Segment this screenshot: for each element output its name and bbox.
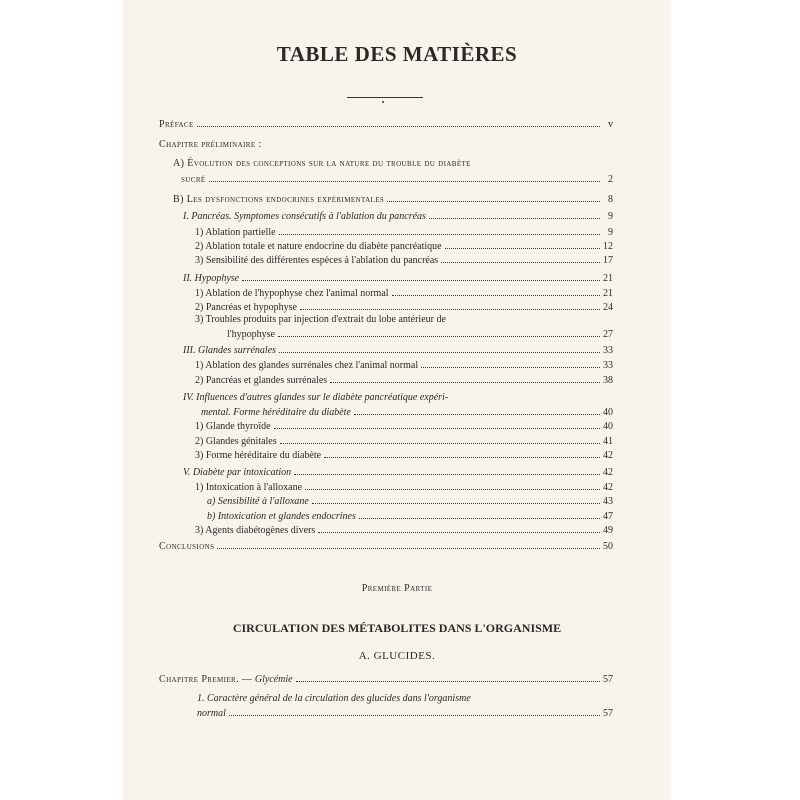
page-number: 33 [603, 360, 613, 371]
dot-leader [330, 374, 600, 383]
dot-leader [324, 449, 600, 458]
toc-entry-text: sucré [181, 174, 206, 185]
page-number: 12 [603, 241, 613, 252]
page-number: 41 [603, 436, 613, 447]
page-number: 8 [608, 194, 613, 205]
toc-entry [195, 524, 613, 537]
page-number: 50 [603, 541, 613, 552]
toc-entry [195, 374, 613, 387]
dot-leader [421, 359, 600, 368]
page-number: 38 [603, 375, 613, 386]
toc-entry [195, 301, 613, 314]
dot-leader [280, 435, 600, 444]
toc-entry-text: 2) Pancréas et hypophyse [195, 302, 297, 313]
page-number: 42 [603, 450, 613, 461]
toc-entry-text: 1) Glande thyroïde [195, 421, 271, 432]
toc-entry [195, 420, 613, 433]
toc-entry [183, 344, 613, 357]
dot-leader [392, 287, 600, 296]
toc-entry [183, 272, 613, 285]
dot-leader [279, 344, 600, 353]
dot-leader [441, 254, 600, 263]
part-label: Première Partie [361, 583, 433, 594]
dot-leader [274, 420, 600, 429]
toc-entry-text: 1) Ablation des glandes surrénales chez l'animal normal [195, 360, 419, 371]
page-number: 57 [603, 708, 613, 719]
toc-entry-text: I. Pancréas. Symptomes consécutifs à l'ablation du pancréas [183, 211, 426, 222]
dot-leader [279, 226, 600, 235]
toc-entry [195, 226, 613, 239]
dot-leader [296, 673, 600, 682]
toc-entry-text: 2) Glandes génitales [195, 436, 277, 447]
dot-leader [354, 406, 600, 415]
sub-section-title: A. GLUCIDES. [358, 650, 436, 662]
toc-entry-text: 3) Agents diabétogènes divers [195, 525, 316, 536]
toc-entry-text: 2) Pancréas et glandes surrénales [195, 375, 328, 386]
dot-leader [229, 707, 600, 716]
chapter-entry [159, 673, 613, 686]
dot-leader [305, 481, 600, 490]
toc-entry-text: 1) Ablation de l'hypophyse chez l'animal normal [195, 288, 389, 299]
toc-entry [173, 158, 613, 170]
toc-entry [227, 328, 613, 341]
toc-entry [195, 240, 613, 253]
toc-entry [195, 287, 613, 300]
toc-entry [207, 510, 613, 523]
page-number: 9 [608, 227, 613, 238]
toc-entry-text: b) Intoxication et glandes endocrines [207, 511, 356, 522]
chapter-prefix: Chapitre Premier. — [159, 674, 253, 685]
toc-entry [195, 359, 613, 372]
dot-leader [197, 118, 600, 127]
toc-entry [201, 406, 613, 419]
page-number: 21 [603, 288, 613, 299]
page-title: TABLE DES MATIÈRES [276, 42, 518, 66]
toc-entry [159, 118, 613, 131]
page-number: v [608, 119, 613, 130]
page-number: 57 [603, 674, 613, 685]
toc-entry-text: 3) Sensibilité des différentes espèces à l'ablation du pancréas [195, 255, 439, 266]
dot-leader [217, 540, 600, 549]
toc-entry-text: II. Hypophyse [183, 273, 240, 284]
page-number: 9 [608, 211, 613, 222]
toc-entry [181, 173, 613, 186]
toc-entry-text: a) Sensibilité à l'alloxane [207, 496, 309, 507]
dot-leader [429, 210, 600, 219]
toc-entry-text: l'hypophyse [227, 329, 275, 340]
item-line-2: normal [197, 708, 226, 719]
toc-entry-text: B) Les dysfonctions endocrines expérimentales [173, 194, 385, 205]
dot-leader [278, 328, 600, 337]
page-number: 43 [603, 496, 613, 507]
dot-leader [318, 524, 600, 533]
toc-entry-text: A) Évolution des conceptions sur la nature du trouble du diabète [173, 158, 471, 169]
toc-entry-text: III. Glandes surrénales [183, 345, 277, 356]
toc-entry-text: 1) Intoxication à l'alloxane [195, 482, 303, 493]
page-number: 40 [603, 421, 613, 432]
toc-entry-text: Conclusions [159, 541, 215, 552]
page-number: 2 [608, 174, 613, 185]
dot-leader [387, 193, 600, 202]
toc-entry [195, 435, 613, 448]
toc-entry-text: 3) Troubles produits par injection d'extrait du lobe antérieur de [195, 314, 446, 325]
book-page [123, 0, 671, 800]
dot-leader [294, 466, 600, 475]
toc-entry [195, 314, 613, 326]
page-number: 33 [603, 345, 613, 356]
toc-entry-text: 1) Ablation partielle [195, 227, 276, 238]
dot-leader [445, 240, 600, 249]
page-number: 42 [603, 482, 613, 493]
toc-entry-text: IV. Influences d'autres glandes sur le diabète pancréatique expéri- [183, 392, 449, 403]
dot-leader [359, 510, 600, 519]
page-number: 49 [603, 525, 613, 536]
page-number: 24 [603, 302, 613, 313]
dot-leader [209, 173, 600, 182]
section-title: CIRCULATION DES MÉTABOLITES DANS L'ORGANISME [232, 621, 562, 635]
toc-entry [195, 481, 613, 494]
dot-leader [300, 301, 600, 310]
toc-entry [183, 210, 613, 223]
chapter-title: Glycémie [254, 674, 293, 685]
item-line-1: 1. Caractère général de la circulation des glucides dans l'organisme [197, 693, 471, 704]
toc-entry-text: V. Diabète par intoxication [183, 467, 292, 478]
page-number: 42 [603, 467, 613, 478]
page-number: 27 [603, 329, 613, 340]
item-entry [197, 707, 613, 720]
toc-entry-text: Chapitre préliminaire : [159, 139, 262, 150]
toc-entry [159, 540, 613, 553]
toc-entry [207, 495, 613, 508]
dot-leader [312, 495, 600, 504]
toc-entry-text: 3) Forme héréditaire du diabète [195, 450, 322, 461]
toc-entry [183, 392, 613, 404]
toc-entry-text: Préface [159, 119, 194, 130]
toc-entry [173, 193, 613, 206]
dot-leader [242, 272, 600, 281]
page-number: 47 [603, 511, 613, 522]
toc-entry-text: 2) Ablation totale et nature endocrine du diabète pancréatique [195, 241, 442, 252]
page-number: 17 [603, 255, 613, 266]
toc-entry [159, 139, 613, 151]
toc-entry [183, 466, 613, 479]
toc-entry [195, 254, 613, 267]
page-number: 40 [603, 407, 613, 418]
toc-entry [195, 449, 613, 462]
toc-entry-text: mental. Forme héréditaire du diabète [201, 407, 351, 418]
page-number: 21 [603, 273, 613, 284]
